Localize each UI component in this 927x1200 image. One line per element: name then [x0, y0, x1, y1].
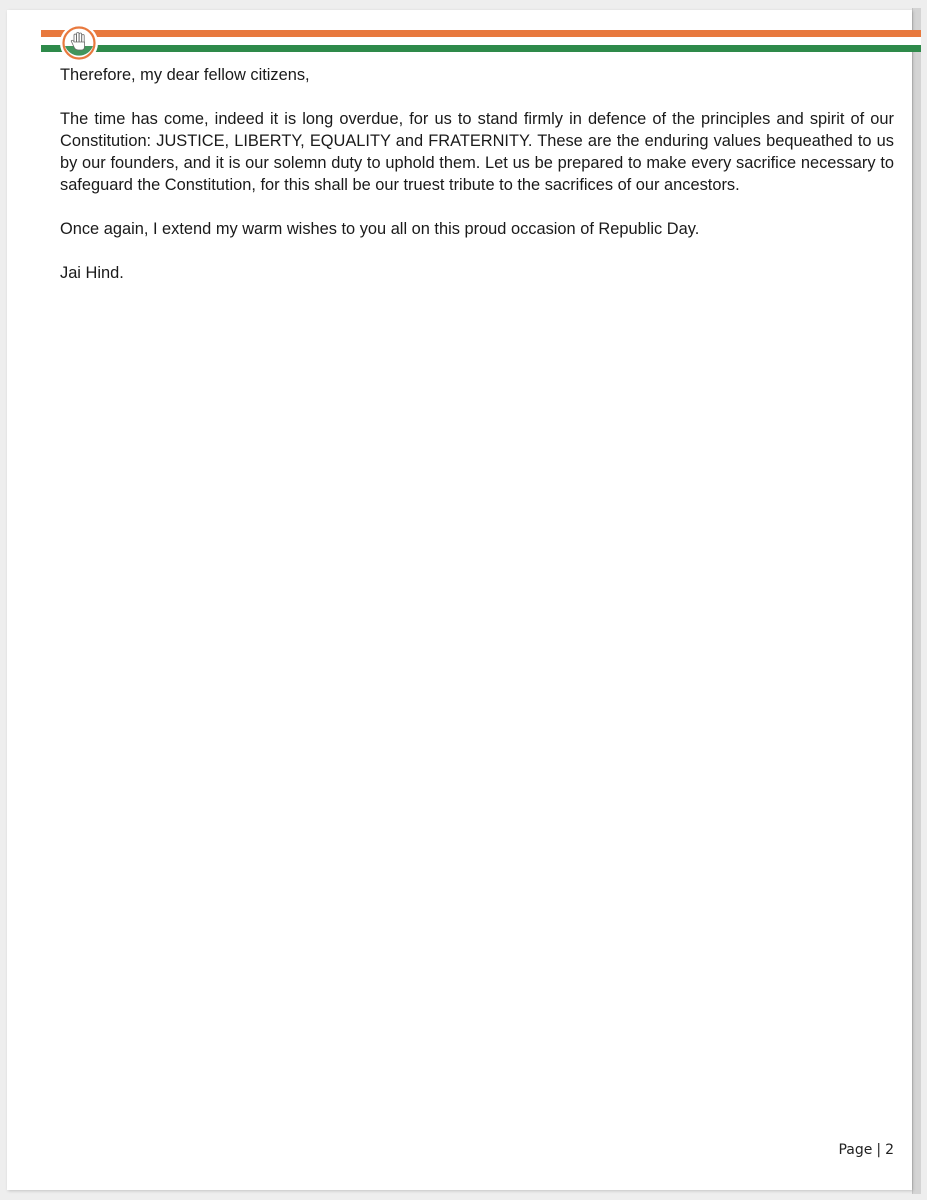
letter-body: [60, 64, 894, 306]
page-number: 2: [885, 1142, 894, 1158]
document-page: [7, 10, 912, 1190]
page-label: Page: [838, 1142, 873, 1158]
green-stripe: [41, 45, 921, 52]
header-band: [41, 30, 921, 54]
hand-emblem-icon: [60, 24, 98, 62]
paragraph-constitution: The time has come, indeed it is long overdue, for us to stand firmly in defence of the principles and spirit of our Constitution: JUSTICE, LIBERTY, EQUALITY and FRATERNITY. These are the enduring values bequeathed to us by our founders, and it is our solemn duty to uphold them. Let us be prepared to make every sacrifice necessary to safeguard the Constitution, for this shall be our truest tribute to the sacrifices of our ancestors.: [60, 110, 894, 194]
salutation: Therefore, my dear fellow citizens,: [60, 66, 310, 84]
orange-stripe: [41, 30, 921, 37]
closing: Jai Hind.: [60, 264, 124, 282]
page-separator: |: [876, 1142, 882, 1158]
page-footer: [838, 1142, 894, 1158]
paragraph-wishes: Once again, I extend my warm wishes to you all on this proud occasion of Republic Day.: [60, 220, 700, 238]
white-stripe: [41, 37, 921, 45]
page-edge: [912, 8, 921, 1194]
